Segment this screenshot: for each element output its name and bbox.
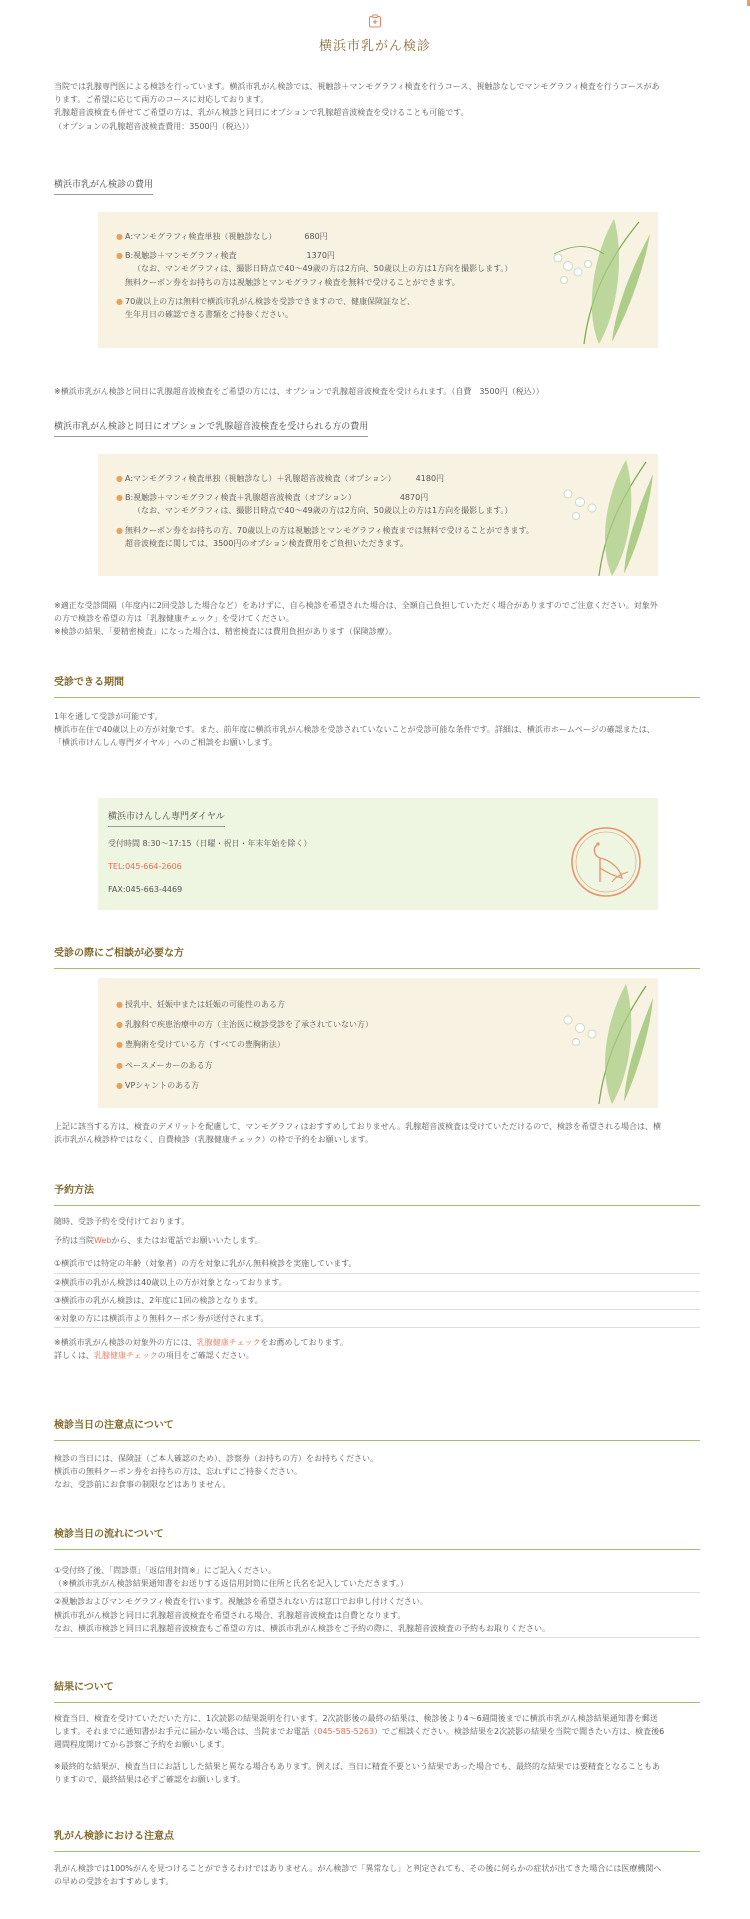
flow-line: （※横浜市乳がん検診結果通知書をお送りする返信用封筒に住所と氏名を記入していただきます。） <box>54 1579 409 1589</box>
reserve-line <box>54 1234 700 1247</box>
fee-note: （なお、マンモグラフィは、撮影日時点で40～49歳の方は2方向、50歳以上の方は1方向を撮影します。） <box>133 264 513 274</box>
caution-text <box>54 1862 700 1888</box>
option-fee-note: 超音波検査に関しては、3500円のオプション検査費用をご負担いただきます。 <box>125 538 408 548</box>
flow-line: 横浜市乳がん検診と同日に乳腺超音波検査を希望される場合、乳腺超音波検査は自費となります。 <box>54 1610 406 1620</box>
dayof-line: なお、受診前にお食事の制限などはありません。 <box>54 1480 231 1490</box>
reserve-text: 詳しくは、 <box>54 1351 94 1361</box>
bullet-icon: ● <box>116 1080 123 1090</box>
option-fee-note: （なお、マンモグラフィは、撮影日時点で40～49歳の方は2方向、50歳以上の方は1方向を撮影します。） <box>133 506 513 516</box>
result-line: ※最終的な結果が、検査当日にお話しした結果と異なる場合もあります。例えば、当日に精査不要という結果であった場合でも、最終的な結果では要精査となることもあ <box>54 1761 660 1771</box>
result-line: りますので、最終結果は必ずご確認をお願いします。 <box>54 1774 246 1784</box>
period-text <box>54 710 700 750</box>
bullet-icon: ● <box>116 493 123 503</box>
option-notes <box>54 599 700 639</box>
reserve-note <box>54 1349 700 1362</box>
consult-after-line: 浜市乳がん検診枠ではなく、自費検診（乳腺健康チェック）の枠で予約をお願いします。 <box>54 1135 373 1145</box>
kenshin-dial-box <box>98 798 658 910</box>
dayof-heading: 検診当日の注意点について <box>54 1418 700 1441</box>
fees-heading: 横浜市乳がん検診の費用 <box>54 178 153 195</box>
breast-check-link[interactable]: 乳腺健康チェック <box>196 1338 261 1348</box>
period-line: 「横浜市けんしん専門ダイヤル」へのご相談をお願いします。 <box>54 738 278 748</box>
flow-heading: 検診当日の流れについて <box>54 1527 700 1550</box>
reserve-line: 随時、受診予約を受付けております。 <box>54 1217 190 1226</box>
page-title: 横浜市乳がん検診 <box>318 39 431 55</box>
option-fees-box <box>98 454 658 576</box>
bullet-icon: ● <box>116 296 123 306</box>
fee-label: A:マンモグラフィ検査単独（視触診なし） <box>125 232 277 241</box>
reserve-text: ※横浜市乳がん検診の対象外の方には、 <box>54 1338 197 1348</box>
result-text: します。それまでに通知書がお手元に届かない場合は、当院までお電話（ <box>54 1727 318 1737</box>
period-line: 1年を通して受診が可能です。 <box>54 712 163 721</box>
bullet-icon: ● <box>116 474 123 483</box>
result-line: 検査当日、検査を受けていただいた方に、1次読影の結果説明を行います。2次読影後の最終の結果は、検診後より4～6週間後までに横浜市乳がん検診結果通知書を郵送 <box>54 1714 658 1723</box>
option-note: ※適正な受診間隔（年度内に2回受診した場合など）をあけずに、自ら検診を希望された場合は、全額自己負担していただく場合がありますのでご注意ください。対象外 <box>54 601 658 610</box>
option-note: ※検診の結果、「要精密検査」になった場合は、精密検査には費用負担があります（保険診療）。 <box>54 627 397 637</box>
reserve-body <box>54 1215 700 1363</box>
option-fee-label: 無料クーポン券をお持ちの方、70歳以上の方は視触診とマンモグラフィ検査までは無料で受けることができます。 <box>125 525 534 535</box>
fee-label: 70歳以上の方は無料で横浜市乳がん検診を受診できますので、健康保険証など、 <box>125 296 416 306</box>
dial-info <box>108 810 312 896</box>
caution-line: 乳がん検診では100%がんを見つけることができるわけではありません。がん検診で「異常なし」と判定されても、その後に何らかの症状が出てきた場合には医療機関へ <box>54 1864 662 1873</box>
fees-note-text: ※横浜市乳がん検診と同日に乳腺超音波検査をご希望の方には、オプションで乳腺超音波検査を受けられます。（自費 3500円（税込）） <box>54 387 544 396</box>
intro-line: ります。ご希望に応じて両方のコースに対応しております。 <box>54 95 269 105</box>
dial-title: 横浜市けんしん専門ダイヤル <box>108 810 225 827</box>
fee-price: 680円 <box>304 232 328 241</box>
bullet-icon: ● <box>116 232 123 241</box>
option-heading-wrap <box>54 420 700 437</box>
flow-line: なお、横浜市検診と同日に乳腺超音波検査もご希望の方は、横浜市乳がん検診をご予約の際に、乳腺超音波検査の予約もお取りください。 <box>54 1623 550 1633</box>
bullet-icon: ● <box>116 251 123 261</box>
bullet-icon: ● <box>116 525 123 535</box>
medical-clipboard-icon <box>368 14 382 28</box>
consult-item-text: ペースメーカーのある方 <box>125 1060 213 1070</box>
consult-box <box>98 978 658 1108</box>
reserve-row: ③横浜市の乳がん検診は、2年度に1回の検診となります。 <box>54 1292 700 1310</box>
bullet-icon: ● <box>116 1060 123 1070</box>
hero <box>0 0 750 58</box>
result-heading: 結果について <box>54 1680 700 1703</box>
result-line <box>54 1725 700 1738</box>
result-text: ）でご相談ください。検診結果を2次読影の結果を当院で聞きたい方は、検査後6 <box>374 1727 665 1737</box>
consult-after-line: 上記に該当する方は、検査のデメリットを配慮して、マンモグラフィはおすすめしておりません。乳腺超音波検査は受けていただけるので、検診を希望される場合は、横 <box>54 1122 661 1131</box>
lily-of-the-valley-illustration-icon <box>544 214 654 346</box>
intro-text <box>54 80 700 133</box>
dayof-line: 検診の当日には、保険証（ご本人確認のため）、診察券（お持ちの方）をお持ちください。 <box>54 1454 378 1463</box>
period-heading: 受診できる期間 <box>54 675 700 698</box>
option-fee-price: 4180円 <box>415 474 445 483</box>
flow-line: ②視触診およびマンモグラフィ検査を行います。視触診を希望されない方は窓口でお申し付けください。 <box>54 1597 428 1607</box>
reserve-row: ①横浜市では特定の年齢（対象者）の方を対象に乳がん無料検診を実施しています。 <box>54 1255 700 1273</box>
result-line: 週間程度開けてから診察ご予約をお願いします。 <box>54 1740 230 1750</box>
option-fees-heading: 横浜市乳がん検診と同日にオプションで乳腺超音波検査を受けられる方の費用 <box>54 420 368 437</box>
period-line: 横浜市在住で40歳以上の方が対象です。また、前年度に横浜市乳がん検診を受診されていないことが受診可能な条件です。詳細は、横浜市ホームページの確認または、 <box>54 725 655 735</box>
web-reservation-link[interactable]: Web <box>94 1236 112 1246</box>
dial-hours: 受付時間 8:30～17:15（日曜・祝日・年末年始を除く） <box>108 838 312 848</box>
option-note: の方で検診を希望の方は「乳腺健康チェック」を受けてください。 <box>54 614 294 624</box>
consult-item-text: VPシャントのある方 <box>125 1080 200 1090</box>
fee-note: 生年月日の確認できる書類をご持参ください。 <box>125 309 293 319</box>
intro-line: （オプションの乳腺超音波検査費用：3500円（税込）） <box>54 121 254 131</box>
consult-after <box>54 1120 700 1146</box>
option-fee-label: B:視触診＋マンモグラフィ検査＋乳腺超音波検査（オプション） <box>125 493 356 503</box>
reserve-text: をお薦めしております。 <box>260 1338 348 1348</box>
intro-line: 乳腺超音波検査も併せてご希望の方は、乳がん検診と同日にオプションで乳腺超音波検査を受けることも可能です。 <box>54 108 469 118</box>
flow-line: ①受付終了後、「問診票」「返信用封筒※」にご記入ください。 <box>54 1566 276 1575</box>
clinic-tel-link[interactable]: 045-585-5263 <box>317 1727 375 1737</box>
consult-item-text: 授乳中、妊娠中または妊娠の可能性のある方 <box>125 1000 285 1009</box>
caution-heading: 乳がん検診における注意点 <box>54 1829 700 1852</box>
fee-price: 1370円 <box>306 251 335 261</box>
reserve-heading: 予約方法 <box>54 1183 700 1206</box>
flow-step-1 <box>54 1562 700 1593</box>
dial-tel[interactable]: TEL:045-664-2606 <box>108 862 182 872</box>
lily-of-the-valley-illustration-icon <box>554 456 654 578</box>
bullet-icon: ● <box>116 1020 123 1030</box>
reserve-text: の項目をご確認ください。 <box>157 1351 254 1361</box>
reserve-text: から、またはお電話でお願いいたします。 <box>111 1236 263 1246</box>
consult-heading: 受診の際にご相談が必要な方 <box>54 946 700 969</box>
option-fee-label: A:マンモグラフィ検査単独（視触診なし）＋乳腺超音波検査（オプション） <box>125 474 396 483</box>
consult-item-text: 豊胸術を受けている方（すべての豊胸術法） <box>125 1040 285 1050</box>
breast-check-link[interactable]: 乳腺健康チェック <box>94 1351 158 1361</box>
caution-line: の早めの受診をおすすめします。 <box>54 1877 174 1887</box>
result-body <box>54 1712 700 1786</box>
dial-fax: FAX:045-663-4469 <box>108 885 183 895</box>
bullet-icon: ● <box>116 1040 123 1050</box>
bullet-icon: ● <box>116 1000 123 1009</box>
flow-step-2 <box>54 1593 700 1638</box>
reserve-text: 予約は当院 <box>54 1236 94 1246</box>
lily-of-the-valley-illustration-icon <box>554 980 654 1106</box>
option-fee-price: 4870円 <box>399 493 429 503</box>
dayof-line: 横浜市の無料クーポン券をお持ちの方は、忘れずにご持参ください。 <box>54 1467 302 1477</box>
fee-note: 無料クーポン券をお持ちの方は視触診とマンモグラフィ検査を無料で受けることができます。 <box>125 277 460 287</box>
consult-item-text: 乳腺科で疾患治療中の方（主治医に検診受診を了承されていない方） <box>125 1020 373 1030</box>
fees-heading-wrap <box>54 178 700 195</box>
fees-box <box>98 212 658 348</box>
fee-label: B:視触診＋マンモグラフィ検査 <box>125 251 237 261</box>
fees-note <box>54 385 700 398</box>
reserve-row: ②横浜市の乳がん検診は40歳以上の方が対象となっております。 <box>54 1274 700 1292</box>
intro-line: 当院では乳腺専門医による検診を行っています。横浜市乳がん検診では、視触診＋マンモグラフィ検査を行うコース、視触診なしでマンモグラフィ検査を行うコースがあ <box>54 82 660 91</box>
reserve-note <box>54 1336 700 1349</box>
dayof-text <box>54 1452 700 1492</box>
reserve-row: ④対象の方には横浜市より無料クーポン券が送付されます。 <box>54 1310 700 1328</box>
flow-body <box>54 1562 700 1638</box>
crane-emblem-icon <box>570 826 642 898</box>
reserve-rows <box>54 1255 700 1328</box>
